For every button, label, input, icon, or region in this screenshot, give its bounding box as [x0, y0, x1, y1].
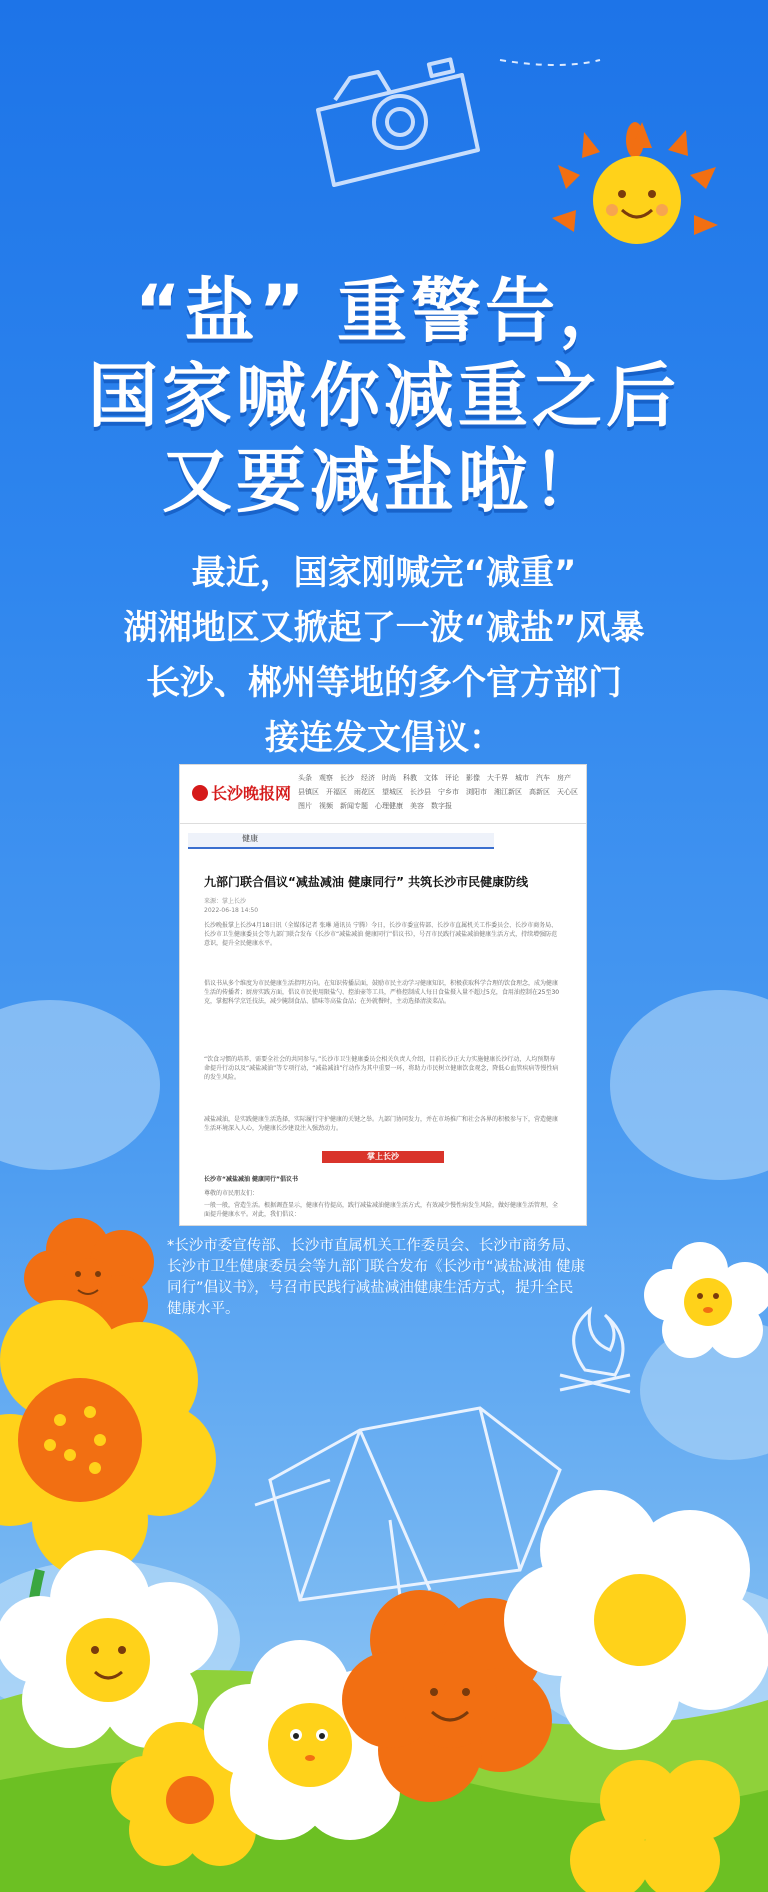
nav-link: 评论	[445, 774, 459, 782]
nav-link: 长沙	[340, 774, 354, 782]
nav-link: 观察	[319, 774, 333, 782]
nav-link: 天心区	[557, 788, 578, 796]
nav-link: 新闻专题	[340, 802, 368, 810]
article-paragraph: 倡议书从多个维度为市民健康生活指明方向。在知识传播层面，鼓励市民主动学习健康知识，积极获取科学合理的饮食理念，成为健康生活的传播者；厨房实践方面，倡议市民使用限盐勺、控油壶等工具，严格控制成人每日食盐摄入量不超过5克，食用油控制在25至30克，掌握科学烹饪技法，减少腌制食品、腊味等高盐食品；在外就餐时，主动选择清淡菜品。	[204, 980, 560, 1005]
nav-link: 湘江新区	[494, 788, 522, 796]
campfire-icon	[560, 1310, 630, 1392]
article-caption: *长沙市委宣传部、长沙市直属机关工作委员会、长沙市商务局、长沙市卫生健康委员会等九部门联合发布《长沙市“减盐减油 健康同行”倡议书》，号召市民践行减盐减油健康生活方式，提升全民健康水平。	[167, 1238, 586, 1317]
intro-line-2: 湖湘地区又掀起了一波“减盐”风暴	[123, 608, 645, 648]
nav-link: 视频	[319, 802, 333, 810]
nav-link: 城市	[515, 774, 529, 782]
nav-link: 县镇区	[298, 788, 319, 796]
headline-line-2: 国家喊你减重之后	[88, 355, 680, 437]
nav-link: 头条	[298, 774, 312, 782]
article-paragraph: 长沙晚报掌上长沙4月18日讯（全媒体记者 张琳 通讯员 宁腾）今日，长沙市委宣传部、长沙市直属机关工作委员会、长沙市商务局、长沙市卫生健康委员会等九部门联合发布《长沙市“减盐减油 健康同行”倡议书》，号召市民践行减盐减油健康生活方式，持续增强防范意识，提升全民健康水平。	[204, 922, 558, 947]
nav-link: 雨花区	[354, 788, 375, 796]
proposal-paragraph: 一般一般，营造生活。根据调查显示，健康有待提高，践行减盐减油健康生活方式，有效减少慢性病发生风险，做好健康生活管理，全面提升健康水平。对此，我们倡议：	[204, 1202, 559, 1218]
nav-link: 数字报	[431, 802, 452, 810]
nav-link: 文体	[424, 774, 438, 782]
nav-link: 经济	[361, 774, 375, 782]
nav-link: 开福区	[326, 788, 347, 796]
nav-link: 影像	[466, 774, 480, 782]
white-flower-icon	[644, 1242, 768, 1358]
nav-link: 图片	[298, 802, 312, 810]
headline-line-3: 又要减盐啦！	[162, 440, 606, 522]
headline-line-1: “盐” 重警告，	[134, 270, 634, 352]
tent-icon	[255, 1408, 560, 1600]
nav-link: 宁乡市	[438, 788, 459, 796]
article-banner: 掌上长沙	[322, 1151, 444, 1163]
nav-link: 科教	[403, 774, 417, 782]
nav-link: 浏阳市	[466, 788, 487, 796]
intro-line-3: 长沙、郴州等地的多个官方部门	[146, 663, 622, 703]
nav-link: 汽车	[536, 774, 550, 782]
nav-link: 房产	[557, 774, 571, 782]
nav-link: 心理健康	[375, 802, 403, 810]
nav-link: 大千界	[487, 774, 508, 782]
nav-link: 美容	[410, 802, 424, 810]
article-headline: 九部门联合倡议“减盐减油 健康同行” 共筑长沙市民健康防线	[204, 875, 529, 889]
nav-link: 望城区	[382, 788, 403, 796]
site-logo: 长沙晚报网	[192, 781, 291, 804]
intro-line-4: 接连发文倡议：	[265, 718, 503, 758]
proposal-paragraph: 尊敬的市民朋友们：	[204, 1190, 259, 1197]
article-meta: 来源：掌上长沙 2022-06-18 14:50	[204, 898, 259, 914]
proposal-title: 长沙市“减盐减油 健康同行”倡议书	[204, 1176, 298, 1183]
nav-link: 长沙县	[410, 788, 431, 796]
intro-line-1: 最近，国家刚喊完“减重”	[191, 553, 577, 593]
nav-link: 时尚	[382, 774, 396, 782]
nav-link: 高新区	[529, 788, 550, 796]
article-paragraph: 减盐减油，是实践健康生活选择，实际履行守护健康的关键之举。九部门协同发力，并在市场推广和社会各界的积极参与下，营造健康生活环境深入人心，为健康长沙建设注入强劲动力。	[204, 1116, 559, 1132]
category-bar: 健康	[188, 833, 494, 849]
article-paragraph: “饮食习惯的培养，需要全社会的共同参与。”长沙市卫生健康委员会相关负责人介绍，目前长沙正大力实施健康长沙行动，人均预期寿命提升行动以及“减盐减油”等专项行动，“减盐减油”行动作为其中重要一环，将助力市民树立健康饮食观念，降低心血管疾病等慢性病的发生风险。	[204, 1056, 559, 1081]
